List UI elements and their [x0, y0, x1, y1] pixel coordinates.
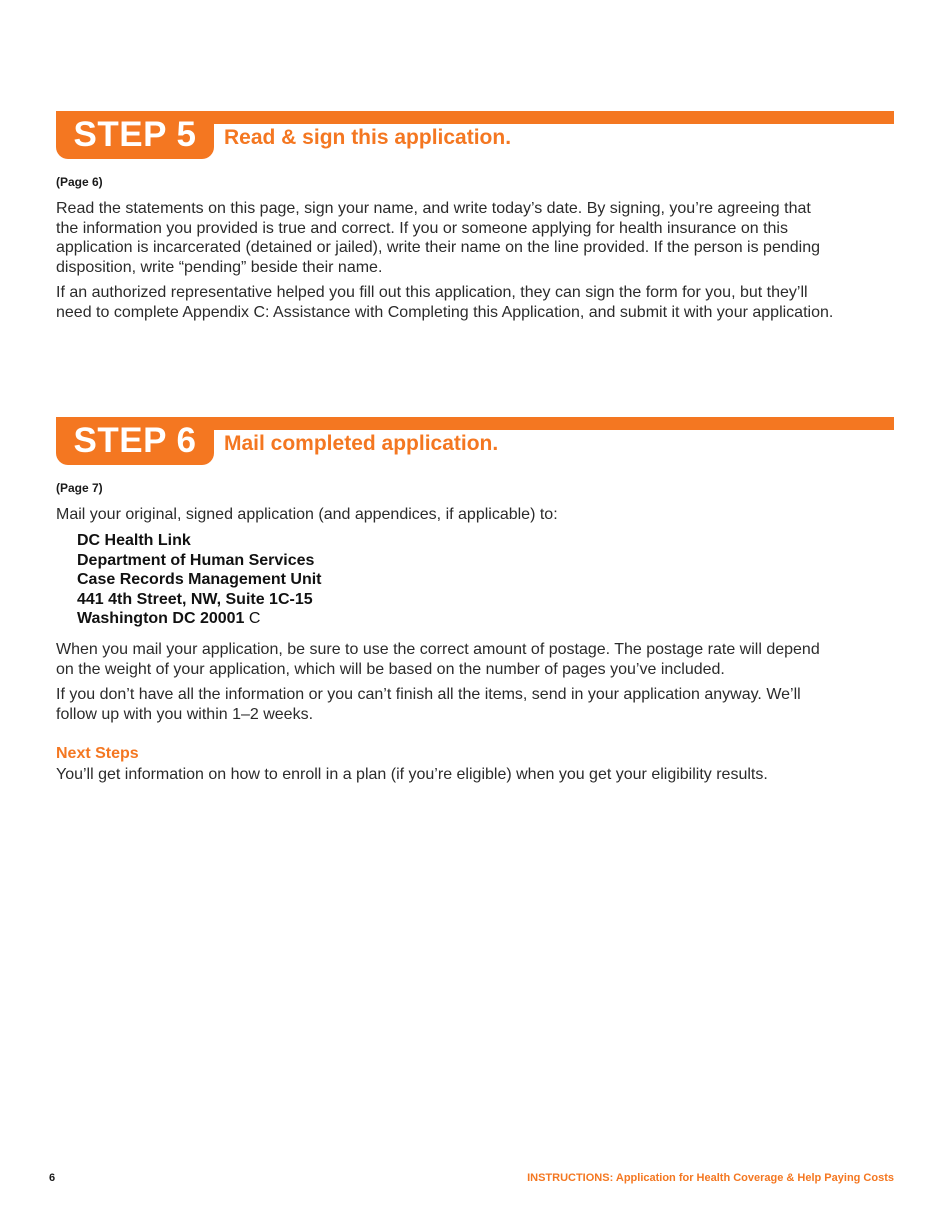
- footer-page-number: 6: [49, 1172, 56, 1184]
- step-6-paragraph-1: When you mail your application, be sure to use the correct amount of postage. The postage rate will depend on the weight of your application, which will be based on the number of pages you’ve included.: [56, 641, 820, 678]
- step-6-title: Mail completed application.: [224, 432, 499, 455]
- step-6-page-ref: (Page 7): [56, 481, 103, 495]
- next-steps-text: You’ll get information on how to enroll in a plan (if you’re eligible) when you get your eligibility results.: [56, 766, 768, 783]
- next-steps-heading: Next Steps: [56, 745, 139, 762]
- address-line: 441 4th Street, NW, Suite 1C-15: [77, 590, 313, 608]
- address-suffix: C: [248, 610, 261, 627]
- mailing-address: [77, 531, 477, 629]
- step-5-title: Read & sign this application.: [224, 126, 512, 149]
- step-6-label: STEP 6: [56, 417, 214, 465]
- step-5-page-ref: (Page 6): [56, 175, 103, 189]
- step-5-header: [56, 111, 894, 159]
- address-line: Washington DC 20001: [77, 610, 245, 627]
- step-6-intro: Mail your original, signed application (and appendices, if applicable) to:: [56, 506, 558, 523]
- address-line: Department of Human Services: [77, 551, 315, 569]
- footer-title: INSTRUCTIONS: Application for Health Coverage & Help Paying Costs: [527, 1172, 894, 1184]
- step-6-paragraph-2: If you don’t have all the information or you can’t finish all the items, send in your application anyway. We’ll follow up with you within 1–2 weeks.: [56, 686, 801, 723]
- address-line-city: [77, 609, 477, 629]
- address-line: DC Health Link: [77, 532, 191, 549]
- address-line: Case Records Management Unit: [77, 571, 322, 588]
- step-6-header: [56, 417, 894, 465]
- step-5-label: STEP 5: [56, 111, 214, 159]
- step-5-paragraph-2: If an authorized representative helped you fill out this application, they can sign the form for you, but they’ll need to complete Appendix C: Assistance with Completing this Application, and submit it with your application.: [56, 284, 834, 321]
- step-5-paragraph-1: Read the statements on this page, sign your name, and write today’s date. By signing, you’re agreeing that the information you provided is true and correct. If you or someone applying for health insurance on this application is incarcerated (detained or jailed), write their name on the line provided. If the person is pending disposition, write “pending” beside their name.: [56, 200, 820, 276]
